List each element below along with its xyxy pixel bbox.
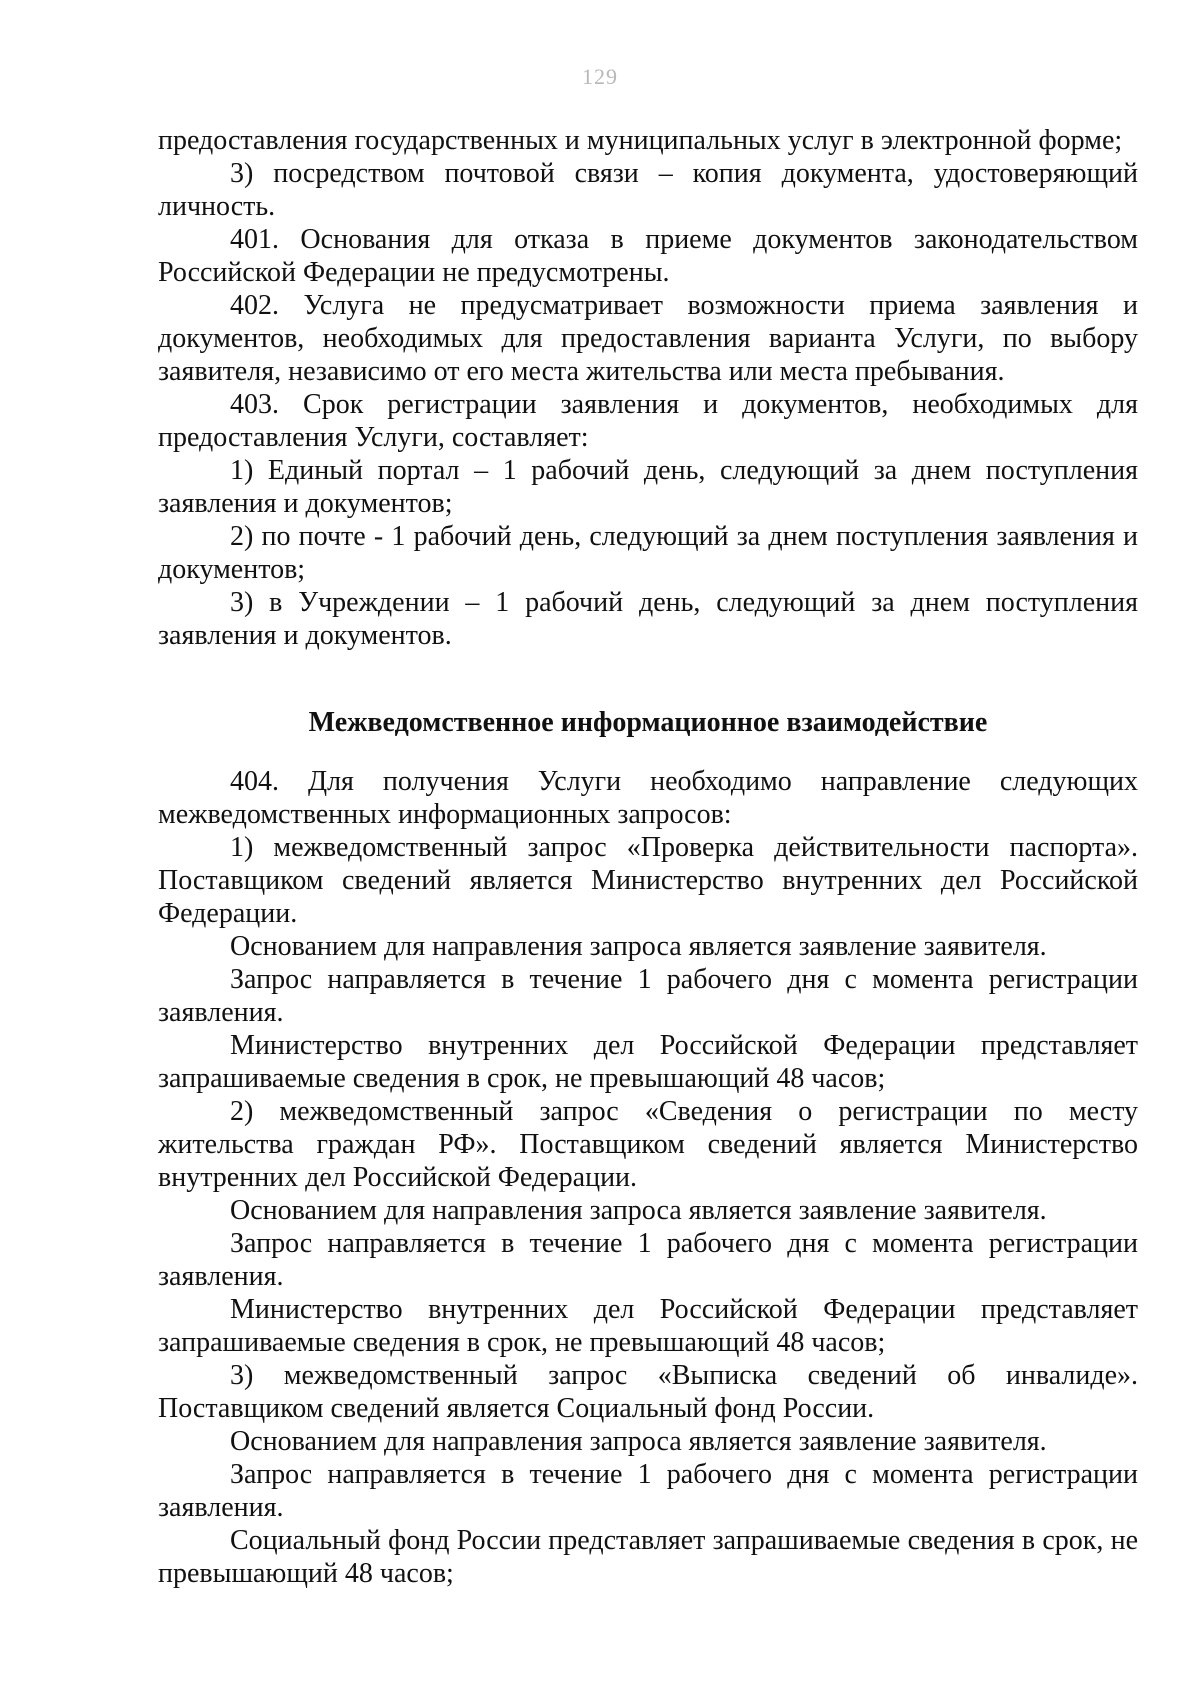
document-body — [158, 124, 1138, 1590]
paragraph: 401. Основания для отказа в приеме документов законодательством Российской Федерации не предусмотрены. — [158, 224, 1138, 288]
paragraph: Министерство внутренних дел Российской Федерации представляет запрашиваемые сведения в срок, не превышающий 48 часов; — [158, 1030, 1138, 1094]
paragraph: 1) межведомственный запрос «Проверка действительности паспорта». Поставщиком сведений является Министерство внутренних дел Российской Федерации. — [158, 832, 1138, 929]
paragraph: 2) межведомственный запрос «Сведения о регистрации по месту жительства граждан РФ». Поставщиком сведений является Министерство внутренних дел Российской Федерации. — [158, 1096, 1138, 1193]
paragraph: 1) Единый портал – 1 рабочий день, следующий за днем поступления заявления и документов; — [158, 455, 1138, 519]
paragraph: Министерство внутренних дел Российской Федерации представляет запрашиваемые сведения в срок, не превышающий 48 часов; — [158, 1294, 1138, 1358]
paragraph: предоставления государственных и муниципальных услуг в электронной форме; — [158, 125, 1123, 156]
paragraph: 2) по почте - 1 рабочий день, следующий за днем поступления заявления и документов; — [158, 521, 1138, 585]
paragraph: Запрос направляется в течение 1 рабочего дня с момента регистрации заявления. — [158, 1459, 1138, 1523]
paragraph: Запрос направляется в течение 1 рабочего дня с момента регистрации заявления. — [158, 964, 1138, 1028]
paragraph: Основанием для направления запроса является заявление заявителя. — [230, 1195, 1047, 1226]
paragraph: 3) межведомственный запрос «Выписка сведений об инвалиде». Поставщиком сведений является Социальный фонд России. — [158, 1360, 1138, 1424]
paragraph: 402. Услуга не предусматривает возможности приема заявления и документов, необходимых для предоставления варианта Услуги, по выбору заявителя, независимо от его места жительства или места пребывания. — [158, 290, 1138, 387]
paragraph: Запрос направляется в течение 1 рабочего дня с момента регистрации заявления. — [158, 1228, 1138, 1292]
paragraph: 404. Для получения Услуги необходимо направление следующих межведомственных информационных запросов: — [158, 766, 1138, 830]
section-heading: Межведомственное информационное взаимодействие — [308, 707, 988, 738]
paragraph: Основанием для направления запроса является заявление заявителя. — [230, 1426, 1047, 1457]
paragraph: Основанием для направления запроса является заявление заявителя. — [230, 931, 1047, 962]
page-number: 129 — [582, 64, 618, 89]
paragraph: Социальный фонд России представляет запрашиваемые сведения в срок, не превышающий 48 часов; — [158, 1525, 1138, 1589]
paragraph: 403. Срок регистрации заявления и документов, необходимых для предоставления Услуги, составляет: — [158, 389, 1138, 453]
paragraph: 3) посредством почтовой связи – копия документа, удостоверяющий личность. — [158, 158, 1138, 222]
paragraph: 3) в Учреждении – 1 рабочий день, следующий за днем поступления заявления и документов. — [158, 587, 1138, 651]
